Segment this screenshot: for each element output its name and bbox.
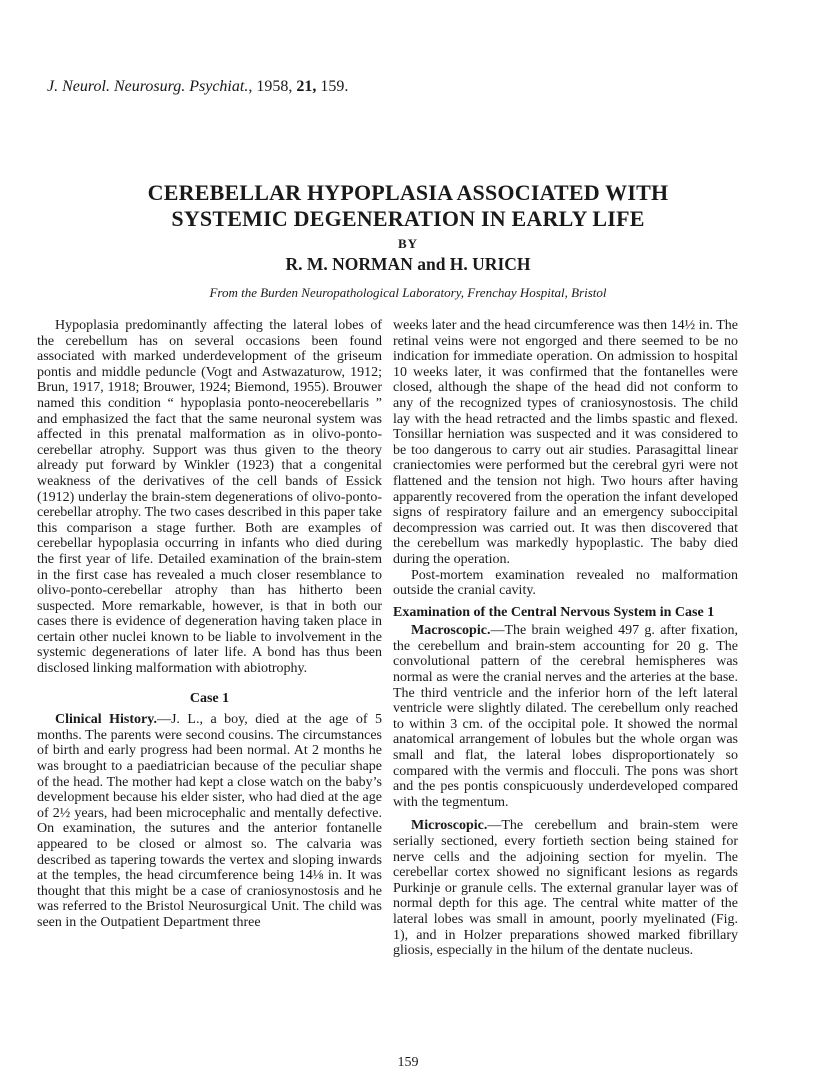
section-heading: Examination of the Central Nervous System in Case 1	[393, 604, 715, 620]
journal-name: J. Neurol. Neurosurg. Psychiat.,	[47, 78, 253, 95]
microscopic-paragraph	[393, 818, 738, 958]
microscopic-text: —The cerebellum and brain-stem were serially sectioned, every fortieth section being stained for nerve cells and the adjoining section for myelin. The cerebellar cortex showed no significant lesions as regards Purkinje or granule cells. The external granular layer was of normal depth for this age. The central white matter of the lateral lobes was small in amount, poorly myelinated (Fig. 1), and in Holzer preparations showed marked fibrillary gliosis, especially in the hilum of the dentate nucleus.	[393, 818, 738, 959]
case-heading: Case 1	[189, 690, 230, 706]
journal-page: 159.	[320, 78, 349, 95]
macroscopic-text: —The brain weighed 497 g. after fixation, the cerebellum and brain-stem accounting for 20 g. The convolutional pattern of the cerebral hemispheres was normal as were the cranial nerves and the arteries at the base. The third ventricle and the inferior horn of the left lateral ventricle were slightly dilated. The cerebellum only reached to within 3 cm. of the occipital pole. It showed the normal anatomical arrangement of lobules but the whole organ was small and flat, the lateral lobes disproportionately so compared with the vermis and flocculi. The pons was short and the pes pontis conspicuously underdeveloped compared with the tegmentum.	[393, 623, 738, 810]
clinical-history-label: Clinical History.	[55, 712, 157, 728]
affiliation: From the Burden Neuropathological Laboratory, Frenchay Hospital, Bristol	[209, 285, 607, 300]
article-title	[60, 180, 756, 232]
postmortem-paragraph: Post-mortem examination revealed no malformation outside the cranial cavity.	[393, 567, 738, 599]
authors: R. M. NORMAN and H. URICH	[285, 254, 531, 274]
right-column	[393, 318, 738, 959]
left-column	[37, 318, 382, 931]
microscopic-label: Microscopic.	[411, 818, 488, 834]
journal-year: 1958,	[256, 78, 293, 95]
page-number: 159	[397, 1055, 419, 1070]
journal-citation	[47, 78, 348, 96]
by-line: BY	[397, 236, 419, 251]
title-line-2: SYSTEMIC DEGENERATION IN EARLY LIFE	[171, 206, 645, 231]
clinical-history-text: —J. L., a boy, died at the age of 5 months. The parents were second cousins. The circumstances of birth and early progress had been normal. At 2 months he was brought to a paediatrician because of the peculiar shape of the head. The mother had kept a close watch on the baby’s development because his elder sister, who had died at the age of 2½ years, had been microcephalic and mentally defective. On examination, the sutures and the anterior fontanelle appeared to be closed or almost so. The calvaria was described as tapering towards the vertex and sloping inwards at the temples, the head circumference being 14⅛ in. It was thought that this might be a case of craniosynostosis and he was referred to the Bristol Neurosurgical Unit. The child was seen in the Outpatient Department three	[37, 712, 382, 930]
intro-paragraph: Hypoplasia predominantly affecting the lateral lobes of the cerebellum has on several occasions been found associated with marked underdevelopment of the griseum pontis and middle peduncle (Vogt and Astwazaturow, 1912; Brun, 1917, 1918; Brouwer, 1924; Biemond, 1955). Brouwer named this condition “ hypoplasia ponto-neocerebellaris ” and emphasized the fact that the same neuronal system was affected in this prenatal malformation as in olivo-ponto-cerebellar atrophy. Support was thus given to the theory already put forward by Winkler (1923) that a congenital weakness of the derivatives of the cell bands of Essick (1912) underlay the brain-stem degenerations of olivo-ponto-cerebellar atrophy. The two cases described in this paper take this comparison a stage further. Both are examples of cerebellar hypoplasia occurring in infants who died during the first year of life. Detailed examination of the brain-stem in the first case has revealed a much closer resemblance to olivo-ponto-cerebellar atrophy than has hitherto been suspected. More remarkable, however, is that in both our cases there is evidence of degeneration having taken place in certain other nuclei known to be liable to involvement in the systemic degenerations of later life. A bond has thus been disclosed linking malformation with abiotrophy.	[37, 318, 382, 677]
title-line-1: CEREBELLAR HYPOPLASIA ASSOCIATED WITH	[147, 180, 669, 205]
journal-volume: 21,	[296, 78, 317, 95]
clinical-history-paragraph	[37, 712, 382, 930]
continuation-paragraph: weeks later and the head circumference was then 14½ in. The retinal veins were not engorged and there seemed to be no indication for immediate operation. On admission to hospital 10 weeks later, it was confirmed that the fontanelles were closed, although the shape of the head did not conform to any of the recognized types of craniosynostosis. The child lay with the head retracted and the limbs spastic and flexed. Tonsillar herniation was suspected and it was considered to be too dangerous to carry out air studies. Parasagittal linear craniectomies were performed but the cerebral gyri were not flattened and the tension not high. Two hours after having apparently recovered from the operation the infant developed signs of respiratory failure and an emergency suboccipital decompression was carried out. It was then discovered that the cerebellum was markedly hypoplastic. The baby died during the operation.	[393, 318, 738, 567]
macroscopic-paragraph	[393, 623, 738, 810]
macroscopic-label: Macroscopic.	[411, 623, 491, 639]
